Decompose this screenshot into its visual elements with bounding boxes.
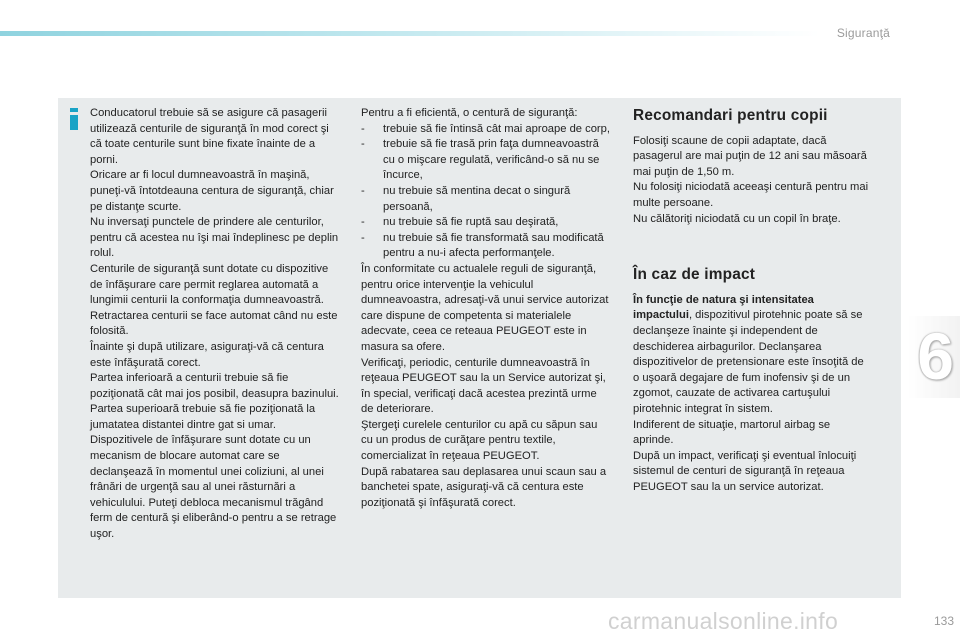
paragraph: Verificaţi, periodic, centurile dumneavoastră în reţeaua PEUGEOT sau la un Service autorizat şi, în special, verificaţi dacă acestea prezintă urme de deteriorare.: [361, 356, 606, 416]
list-item-text: nu trebuie să mentina decat o singură persoană,: [383, 184, 571, 213]
page-number: 133: [933, 614, 954, 628]
paragraph: Conducatorul trebuie să se asigure că pasagerii utilizează centurile de siguranţă în mod corect şi că toate centurile sunt bine fixate înainte de a porni.: [90, 107, 329, 166]
list-item-text: nu trebuie să fie ruptă sau deşirată,: [383, 216, 559, 229]
info-icon: [66, 108, 82, 130]
seatbelt-requirements-column: [361, 106, 611, 511]
list-item: - nu trebuie să fie ruptă sau deşirată,: [361, 215, 611, 231]
paragraph: Nu călătoriţi niciodată cu un copil în braţe.: [633, 212, 841, 225]
impact-text: , dispozitivul pirotehnic poate să se declanşeze înainte şi independent de deschiderea airbagurilor. Declanşarea dispozitivelor de pretensionare este însoţită de o uşoară degajare de fum inofensiv şi de un zgomot, cauzate de activarea cartuşului pirotehnic integrat în sistem.: [633, 309, 864, 415]
list-item: - nu trebuie să fie transformată sau modificată pentru a nu-i afecta performanţele.: [361, 231, 611, 262]
paragraph: Ştergeţi curelele centurilor cu apă cu săpun sau cu un produs de curăţare pentru textile, comercializat în reţeaua PEUGEOT.: [361, 418, 598, 463]
chapter-number: 6: [917, 319, 954, 393]
paragraph: Oricare ar fi locul dumneavoastră în maşină, puneţi-vă întotdeauna centura de siguranţă, chiar pe distanţe scurte.: [90, 169, 334, 213]
seatbelt-general-column: [90, 106, 342, 543]
paragraph: Centurile de siguranţă sunt dotate cu dispozitive de înfăşurare care permit reglarea automată a lungimii centurii la conformaţia dumneavoastră. Retractarea centurii se face automat când nu este folosită.: [90, 262, 338, 338]
watermark: carmanualsonline.info: [608, 608, 839, 634]
list-item: - trebuie să fie întinsă cât mai aproape de corp,: [361, 122, 611, 138]
paragraph: Partea superioară trebuie să fie poziţionată la jumatatea distantei dintre gat si umar.: [90, 403, 316, 431]
impact-heading: În caz de impact: [633, 266, 756, 284]
paragraph: Nu inversaţi punctele de prindere ale centurilor, pentru că acestea nu îşi mai îndeplinesc pe deplin rolul.: [90, 216, 339, 260]
children-heading: Recomandari pentru copii: [633, 107, 828, 124]
paragraph: Folosiţi scaune de copii adaptate, dacă pasagerul are mai puţin de 12 ani sau măsoară mai puţin de 1,50 m.: [633, 134, 867, 178]
paragraph: După un impact, verificaţi şi eventual înlocuiţi sistemul de centuri de siguranţă în reţeaua PEUGEOT sau la un service autorizat.: [633, 449, 857, 493]
list-item-text: trebuie să fie întinsă cât mai aproape de corp,: [383, 122, 610, 135]
paragraph: Nu folosiţi niciodată aceeaşi centură pentru mai multe persoane.: [633, 181, 869, 209]
paragraph: După rabatarea sau deplasarea unui scaun sau a banchetei spate, asiguraţi-vă că centura este poziţionată şi înfăşurată corect.: [361, 465, 607, 509]
requirements-intro: Pentru a fi eficientă, o centură de siguranţă:: [361, 107, 578, 119]
list-item: - nu trebuie să mentina decat o singură persoană,: [361, 184, 611, 215]
list-item-text: trebuie să fie trasă prin faţa dumneavoastră cu o mişcare regulată, verificând-o să nu se încurce,: [383, 138, 600, 182]
info-panel: [58, 98, 901, 598]
paragraph: Indiferent de situaţie, martorul airbag se aprinde.: [633, 418, 831, 447]
list-item: - trebuie să fie trasă prin faţa dumneavoastră cu o mişcare regulată, verificând-o să nu se încurce,: [361, 137, 611, 184]
header-accent-band: [0, 31, 820, 36]
paragraph: Dispozitivele de înfăşurare sunt dotate cu un mecanism de blocare automat care se declanşează în momentul unei coliziuni, al unei frânări de urgenţă sau al unei răsturnări a vehiculului. Puteţi debloca mecanismul trăgând ferm de centură şi eliberând-o pentru a se retrage uşor.: [90, 434, 337, 541]
impact-bold-lead: În funcţie de natura şi intensitatea impactului: [633, 293, 814, 322]
impact-paragraph: [633, 293, 873, 418]
children-and-impact-column: [633, 108, 873, 495]
paragraph: În conformitate cu actualele reguli de siguranţă, pentru orice intervenţie la vehiculul dumneavoastra, adresaţi-vă unui service autorizat care dispune de competenta si materialele adecvate, ceea ce reteaua PEUGEOT este in masura sa ofere.: [361, 262, 609, 353]
section-title: Siguranţă: [836, 26, 890, 40]
paragraph: Înainte şi după utilizare, asiguraţi-vă că centura este înfăşurată corect.: [90, 340, 324, 369]
list-item-text: nu trebuie să fie transformată sau modificată pentru a nu-i afecta performanţele.: [383, 231, 604, 260]
paragraph: Partea inferioară a centurii trebuie să fie poziţionată cât mai jos posibil, deasupra bazinului.: [90, 372, 339, 400]
